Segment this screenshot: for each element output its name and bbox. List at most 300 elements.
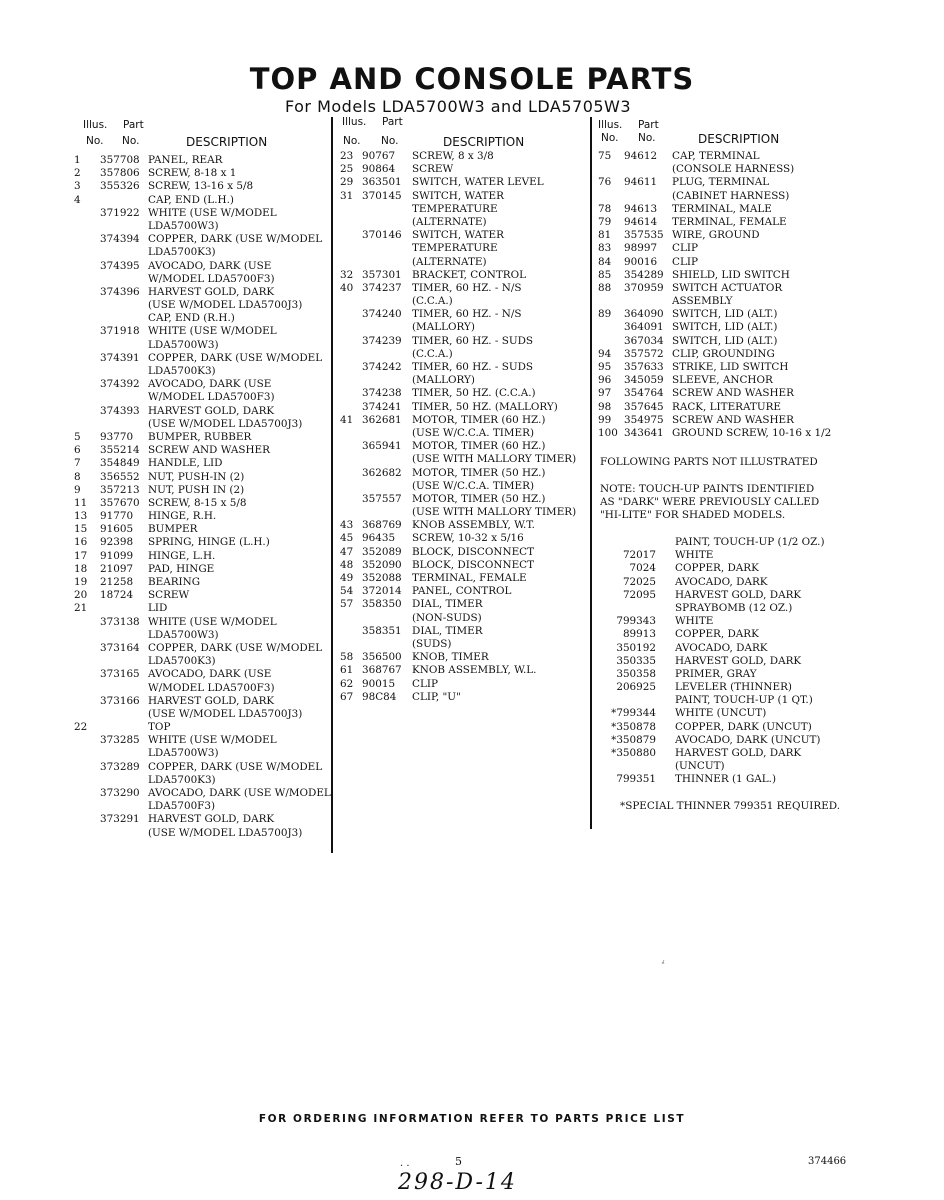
- illus-number: 84: [598, 255, 612, 268]
- part-description: KNOB ASSEMBLY, W.L.: [412, 664, 537, 677]
- part-number: 93770: [100, 430, 134, 443]
- part-number: 374391: [100, 351, 140, 364]
- illus-number: 89: [598, 308, 612, 321]
- not-illustrated-heading: FOLLOWING PARTS NOT ILLUSTRATED: [600, 456, 818, 468]
- part-description: TEMPERATURE: [412, 242, 498, 255]
- part-row: [340, 295, 590, 308]
- header-no: No.: [343, 135, 361, 147]
- illus-number: 81: [598, 229, 612, 242]
- illus-number: 22: [74, 721, 88, 734]
- part-row: [340, 374, 590, 387]
- part-number: 350335: [616, 654, 656, 667]
- page-number: 5: [455, 1155, 462, 1168]
- part-row: [78, 774, 336, 787]
- part-number: 72017: [622, 549, 656, 562]
- parts-list: [340, 150, 590, 704]
- part-number: 352088: [362, 572, 402, 584]
- part-number: 21258: [100, 576, 134, 588]
- part-row: [598, 308, 848, 321]
- part-row: [598, 387, 848, 400]
- part-description: PRIMER, GRAY: [675, 667, 757, 680]
- part-number: 350358: [616, 667, 656, 680]
- part-row: [340, 401, 590, 414]
- part-description: LID: [148, 602, 168, 615]
- part-number: 354764: [624, 387, 664, 400]
- illus-number: 88: [598, 281, 612, 294]
- part-row: [78, 273, 336, 286]
- part-row: [340, 414, 590, 427]
- part-description: CAP, END (R.H.): [148, 312, 235, 325]
- part-number: 90767: [362, 150, 396, 162]
- part-number: 355214: [100, 444, 140, 457]
- illus-number: 25: [340, 163, 354, 176]
- illus-number: 15: [74, 523, 88, 536]
- part-description: CLIP: [412, 677, 438, 690]
- part-row: [600, 642, 840, 655]
- part-row: [340, 664, 590, 677]
- part-number: 352089: [362, 545, 402, 558]
- part-row: [340, 519, 590, 532]
- part-row: [74, 444, 336, 457]
- part-description: W/MODEL LDA5700F3): [148, 391, 275, 404]
- part-row: [74, 483, 336, 497]
- part-row: [340, 163, 590, 176]
- part-row: [598, 295, 848, 308]
- part-row: [340, 242, 590, 255]
- part-row: [78, 325, 336, 338]
- part-row: [78, 378, 336, 391]
- part-description: SPRING, HINGE (L.H.): [148, 536, 270, 549]
- part-description: AVOCADO, DARK: [675, 641, 768, 654]
- header-part: Part: [638, 119, 659, 131]
- part-number: 98C84: [362, 690, 397, 703]
- part-description: W/MODEL LDA5700F3): [148, 272, 275, 285]
- part-row: [340, 612, 590, 625]
- part-description: PANEL, REAR: [148, 154, 223, 166]
- part-number: 356500: [362, 651, 402, 664]
- part-row: [78, 391, 336, 404]
- part-description: LDA5700W3): [148, 338, 219, 351]
- part-number: 374242: [362, 361, 402, 373]
- part-number: 373138: [100, 615, 140, 628]
- part-number: 374238: [362, 387, 402, 400]
- part-row: [598, 427, 848, 440]
- part-row: [78, 207, 336, 220]
- part-row: [340, 638, 590, 651]
- part-row: [78, 655, 336, 668]
- part-description: BUMPER, RUBBER: [148, 430, 252, 443]
- part-row: [78, 827, 336, 840]
- part-description: (USE W/MODEL LDA5700J3): [148, 826, 303, 839]
- part-description: BEARING: [148, 576, 201, 588]
- part-description: SCREW AND WASHER: [672, 413, 794, 426]
- part-number: 89913: [622, 628, 656, 641]
- part-row: [598, 150, 848, 163]
- part-description: COPPER, DARK: [675, 562, 759, 575]
- header-illus: Illus.: [83, 119, 108, 131]
- part-description: (USE W/MODEL LDA5700J3): [148, 707, 303, 720]
- note-line: AS "DARK" WERE PREVIOUSLY CALLED: [600, 496, 820, 508]
- part-row: [74, 589, 336, 602]
- part-description: SCREW, 8-18 x 1: [148, 167, 237, 180]
- part-description: NUT, PUSH-IN (2): [148, 470, 245, 483]
- part-description: DIAL, TIMER: [412, 598, 483, 611]
- part-description: PAD, HINGE: [148, 562, 215, 575]
- part-number: *350878: [611, 720, 656, 733]
- illus-number: 7: [74, 457, 81, 470]
- part-description: SWITCH ACTUATOR: [672, 281, 783, 294]
- part-description: LDA5700K3): [148, 773, 216, 786]
- illus-number: 29: [340, 176, 354, 189]
- part-row: [598, 163, 848, 176]
- part-number: 357557: [362, 492, 402, 505]
- part-row: [340, 546, 590, 559]
- illus-number: 1: [74, 154, 81, 166]
- part-row: [78, 761, 336, 774]
- header-part: Part: [123, 119, 144, 131]
- part-description: (USE W/C.C.A. TIMER): [412, 479, 535, 492]
- part-number: 373289: [100, 760, 140, 773]
- part-description: NUT, PUSH IN (2): [148, 483, 245, 496]
- parts-list: [74, 154, 336, 840]
- part-row: [340, 453, 590, 466]
- part-number: 91605: [100, 523, 134, 536]
- part-description: SCREW, 8 x 3/8: [412, 150, 494, 162]
- part-number: 371918: [100, 325, 140, 338]
- part-number: 357572: [624, 347, 664, 360]
- part-number: 354289: [624, 268, 664, 281]
- part-row: [78, 708, 336, 721]
- part-number: 374394: [100, 233, 140, 246]
- part-number: 72095: [622, 588, 656, 601]
- part-number: 374396: [100, 285, 140, 298]
- page-subtitle: For Models LDA5700W3 and LDA5705W3: [285, 97, 632, 116]
- part-row: [78, 246, 336, 259]
- part-number: 362682: [362, 466, 402, 479]
- part-number: 90016: [624, 255, 658, 268]
- part-row: [74, 167, 336, 180]
- part-row: [340, 440, 590, 453]
- part-row: [78, 352, 336, 365]
- part-description: HARVEST GOLD, DARK: [148, 285, 275, 298]
- part-row: [600, 562, 840, 575]
- part-row: [74, 470, 336, 484]
- part-description: TERMINAL, MALE: [672, 202, 772, 215]
- part-number: *350880: [611, 747, 656, 759]
- part-number: 96435: [362, 532, 396, 545]
- part-row: [74, 496, 336, 510]
- part-description: COPPER, DARK (UNCUT): [675, 720, 812, 733]
- part-description: WHITE: [675, 615, 714, 628]
- part-description: LDA5700K3): [148, 246, 216, 259]
- part-number: 345059: [624, 374, 664, 387]
- part-number: 374241: [362, 400, 402, 413]
- part-row: [600, 628, 840, 641]
- column-header: [78, 116, 336, 152]
- illus-number: 9: [74, 483, 81, 496]
- header-no: No.: [86, 135, 104, 147]
- part-number: 72025: [622, 575, 656, 588]
- scan-speck: ⁁: [662, 955, 664, 964]
- part-description: TIMER, 60 HZ. - SUDS: [412, 361, 534, 373]
- header-description: DESCRIPTION: [443, 135, 525, 149]
- part-row: [600, 694, 840, 707]
- special-thinner-note: *SPECIAL THINNER 799351 REQUIRED.: [620, 800, 841, 812]
- part-number: 355326: [100, 180, 140, 193]
- part-description: HINGE, L.H.: [148, 549, 216, 562]
- part-row: [340, 269, 590, 282]
- part-description: CLIP: [672, 255, 698, 268]
- part-row: [340, 229, 590, 242]
- part-row: [600, 655, 840, 668]
- part-row: [598, 216, 848, 229]
- part-description: TIMER, 50 HZ. (C.C.A.): [412, 387, 536, 400]
- illus-number: 5: [74, 430, 81, 443]
- part-description: STRIKE, LID SWITCH: [672, 361, 789, 373]
- part-description: SWITCH, WATER: [412, 189, 504, 202]
- part-description: SWITCH, LID (ALT.): [672, 308, 778, 321]
- part-description: CAP, TERMINAL: [672, 150, 760, 162]
- illus-number: 43: [340, 519, 354, 532]
- part-description: SWITCH, WATER: [412, 229, 504, 242]
- part-row: [78, 339, 336, 352]
- part-number: 370145: [362, 189, 402, 202]
- part-number: 354975: [624, 413, 664, 426]
- part-row: [78, 734, 336, 747]
- part-row: [340, 651, 590, 664]
- part-description: BUMPER: [148, 523, 198, 536]
- parts-column-1: [74, 116, 336, 840]
- part-description: HANDLE, LID: [148, 457, 223, 470]
- part-description: (USE W/MODEL LDA5700J3): [148, 299, 303, 312]
- part-number: 21097: [100, 562, 134, 575]
- part-row: [598, 256, 848, 269]
- part-row: [74, 562, 336, 576]
- part-description: TOP: [148, 721, 171, 734]
- part-row: [340, 467, 590, 480]
- part-description: AVOCADO, DARK (UNCUT): [675, 733, 821, 746]
- part-description: COPPER, DARK (USE W/MODEL: [148, 641, 323, 654]
- part-description: HARVEST GOLD, DARK: [675, 654, 802, 667]
- part-row: [340, 585, 590, 598]
- part-number: *799344: [611, 707, 656, 720]
- part-description: WHITE (USE W/MODEL: [148, 734, 277, 747]
- part-row: [78, 405, 336, 418]
- illus-number: 8: [74, 470, 81, 483]
- part-description: (MALLORY): [412, 374, 475, 387]
- part-description: TERMINAL, FEMALE: [412, 572, 527, 584]
- part-description: SCREW, 13-16 x 5/8: [148, 180, 254, 193]
- part-row: [340, 190, 590, 203]
- part-description: AVOCADO, DARK (USE W/MODEL: [148, 787, 331, 799]
- part-number: 91099: [100, 549, 134, 562]
- illus-number: 21: [74, 602, 88, 615]
- part-row: [78, 418, 336, 431]
- part-row: [600, 549, 840, 562]
- part-description: AVOCADO, DARK (USE: [148, 668, 272, 681]
- part-description: BLOCK, DISCONNECT: [412, 558, 535, 571]
- part-row: [340, 203, 590, 216]
- part-number: 343641: [624, 426, 664, 439]
- part-row: [78, 813, 336, 826]
- part-description: LDA5700W3): [148, 219, 219, 232]
- part-number: 373166: [100, 694, 140, 707]
- part-number: 206925: [616, 681, 656, 694]
- part-description: SWITCH, WATER LEVEL: [412, 176, 544, 189]
- illus-number: 97: [598, 387, 612, 400]
- illus-number: 62: [340, 677, 354, 690]
- illus-number: 2: [74, 167, 81, 180]
- part-number: 371922: [100, 206, 140, 219]
- part-description: HARVEST GOLD, DARK: [675, 747, 802, 759]
- part-number: 350192: [616, 641, 656, 654]
- part-row: [598, 242, 848, 255]
- parts-column-2: [340, 116, 590, 704]
- part-row: [74, 523, 336, 536]
- part-description: ASSEMBLY: [672, 295, 733, 308]
- illus-number: 94: [598, 347, 612, 360]
- part-description: COPPER, DARK (USE W/MODEL: [148, 760, 323, 773]
- part-description: GROUND SCREW, 10-16 x 1/2: [672, 426, 832, 439]
- part-row: [340, 282, 590, 295]
- part-number: 362681: [362, 413, 402, 426]
- part-description: (NON-SUDS): [412, 611, 482, 624]
- part-description: SWITCH, LID (ALT.): [672, 321, 778, 334]
- part-number: 799351: [616, 773, 656, 786]
- part-description: (C.C.A.): [412, 295, 453, 308]
- part-row: [340, 625, 590, 638]
- part-row: [78, 695, 336, 708]
- part-number: 363501: [362, 176, 402, 189]
- part-description: TIMER, 60 HZ. - N/S: [412, 281, 522, 294]
- part-description: TIMER, 50 HZ. (MALLORY): [412, 400, 558, 413]
- part-row: [598, 269, 848, 282]
- illus-number: 100: [598, 426, 618, 439]
- part-row: [78, 787, 336, 800]
- part-number: *350879: [611, 733, 656, 746]
- part-description: SCREW AND WASHER: [148, 444, 270, 457]
- illus-number: 98: [598, 400, 612, 413]
- part-description: (UNCUT): [675, 760, 725, 773]
- part-row: [78, 682, 336, 695]
- part-row: [78, 312, 336, 325]
- part-row: [74, 193, 336, 207]
- part-row: [598, 203, 848, 216]
- part-row: [600, 721, 840, 734]
- part-row: [340, 335, 590, 348]
- part-description: CAP, END (L.H.): [148, 193, 234, 206]
- part-description: MOTOR, TIMER (50 HZ.): [412, 466, 546, 479]
- part-number: 374392: [100, 378, 140, 391]
- part-description: PANEL, CONTROL: [412, 585, 512, 598]
- part-row: [598, 321, 848, 334]
- illus-number: 57: [340, 598, 354, 611]
- part-number: 368769: [362, 519, 402, 532]
- illus-number: 31: [340, 189, 354, 202]
- part-row: [78, 286, 336, 299]
- part-description: SCREW: [412, 163, 454, 176]
- part-description: SCREW, 8-15 x 5/8: [148, 496, 247, 509]
- part-row: [74, 457, 336, 470]
- part-description: WHITE (USE W/MODEL: [148, 325, 277, 338]
- part-row: [598, 401, 848, 414]
- illus-number: 96: [598, 374, 612, 387]
- part-row: [340, 361, 590, 374]
- part-number: 374237: [362, 281, 402, 294]
- part-number: 357670: [100, 496, 140, 509]
- part-row: [78, 616, 336, 629]
- part-description: PAINT, TOUCH-UP (1/2 OZ.): [675, 536, 825, 548]
- part-description: WIRE, GROUND: [672, 229, 760, 242]
- part-description: WHITE (USE W/MODEL: [148, 206, 277, 219]
- part-row: [78, 747, 336, 760]
- part-description: THINNER (1 GAL.): [675, 773, 777, 786]
- part-row: [74, 602, 336, 615]
- part-row: [600, 602, 840, 615]
- illus-number: 61: [340, 664, 354, 677]
- part-description: AVOCADO, DARK (USE: [148, 378, 272, 391]
- part-row: [74, 154, 336, 167]
- illus-number: 99: [598, 413, 612, 426]
- part-description: (USE WITH MALLORY TIMER): [412, 453, 577, 466]
- part-row: [340, 506, 590, 519]
- part-description: WHITE: [675, 549, 714, 562]
- illus-number: 40: [340, 281, 354, 294]
- part-row: [340, 532, 590, 545]
- part-row: [74, 576, 336, 589]
- part-description: BLOCK, DISCONNECT: [412, 545, 535, 558]
- parts-list: [598, 150, 848, 440]
- illus-number: 20: [74, 589, 88, 602]
- illus-number: 83: [598, 242, 612, 255]
- part-number: 356552: [100, 470, 140, 483]
- part-description: CLIP, GROUNDING: [672, 347, 775, 360]
- part-description: (SUDS): [412, 637, 452, 650]
- illus-number: 6: [74, 444, 81, 457]
- part-number: 373285: [100, 734, 140, 747]
- part-number: 357708: [100, 154, 140, 166]
- part-description: MOTOR, TIMER (60 HZ.): [412, 413, 546, 426]
- part-row: [78, 668, 336, 681]
- part-number: 364091: [624, 321, 664, 334]
- note-line: NOTE: TOUCH-UP PAINTS IDENTIFIED: [600, 483, 815, 495]
- part-number: 94611: [624, 176, 658, 189]
- part-row: [78, 642, 336, 655]
- part-number: 7024: [629, 562, 656, 575]
- part-number: 98997: [624, 242, 658, 255]
- part-row: [598, 348, 848, 361]
- part-row: [600, 589, 840, 602]
- part-number: 358350: [362, 598, 402, 611]
- part-description: HINGE, R.H.: [148, 510, 217, 523]
- part-description: PLUG, TERMINAL: [672, 176, 770, 189]
- part-description: HARVEST GOLD, DARK: [148, 813, 275, 826]
- illus-number: 13: [74, 510, 88, 523]
- part-description: AVOCADO, DARK (USE: [148, 259, 272, 272]
- part-row: [340, 559, 590, 572]
- part-row: [340, 493, 590, 506]
- part-number: 94613: [624, 202, 658, 215]
- part-number: 352090: [362, 558, 402, 571]
- part-row: [78, 629, 336, 642]
- illus-number: 95: [598, 361, 612, 373]
- part-description: LDA5700W3): [148, 628, 219, 641]
- header-no: No.: [601, 132, 619, 144]
- note-line: "HI-LITE" FOR SHADED MODELS.: [600, 509, 786, 521]
- part-description: (CONSOLE HARNESS): [672, 163, 795, 176]
- part-number: 374395: [100, 259, 140, 272]
- part-description: LDA5700W3): [148, 747, 219, 760]
